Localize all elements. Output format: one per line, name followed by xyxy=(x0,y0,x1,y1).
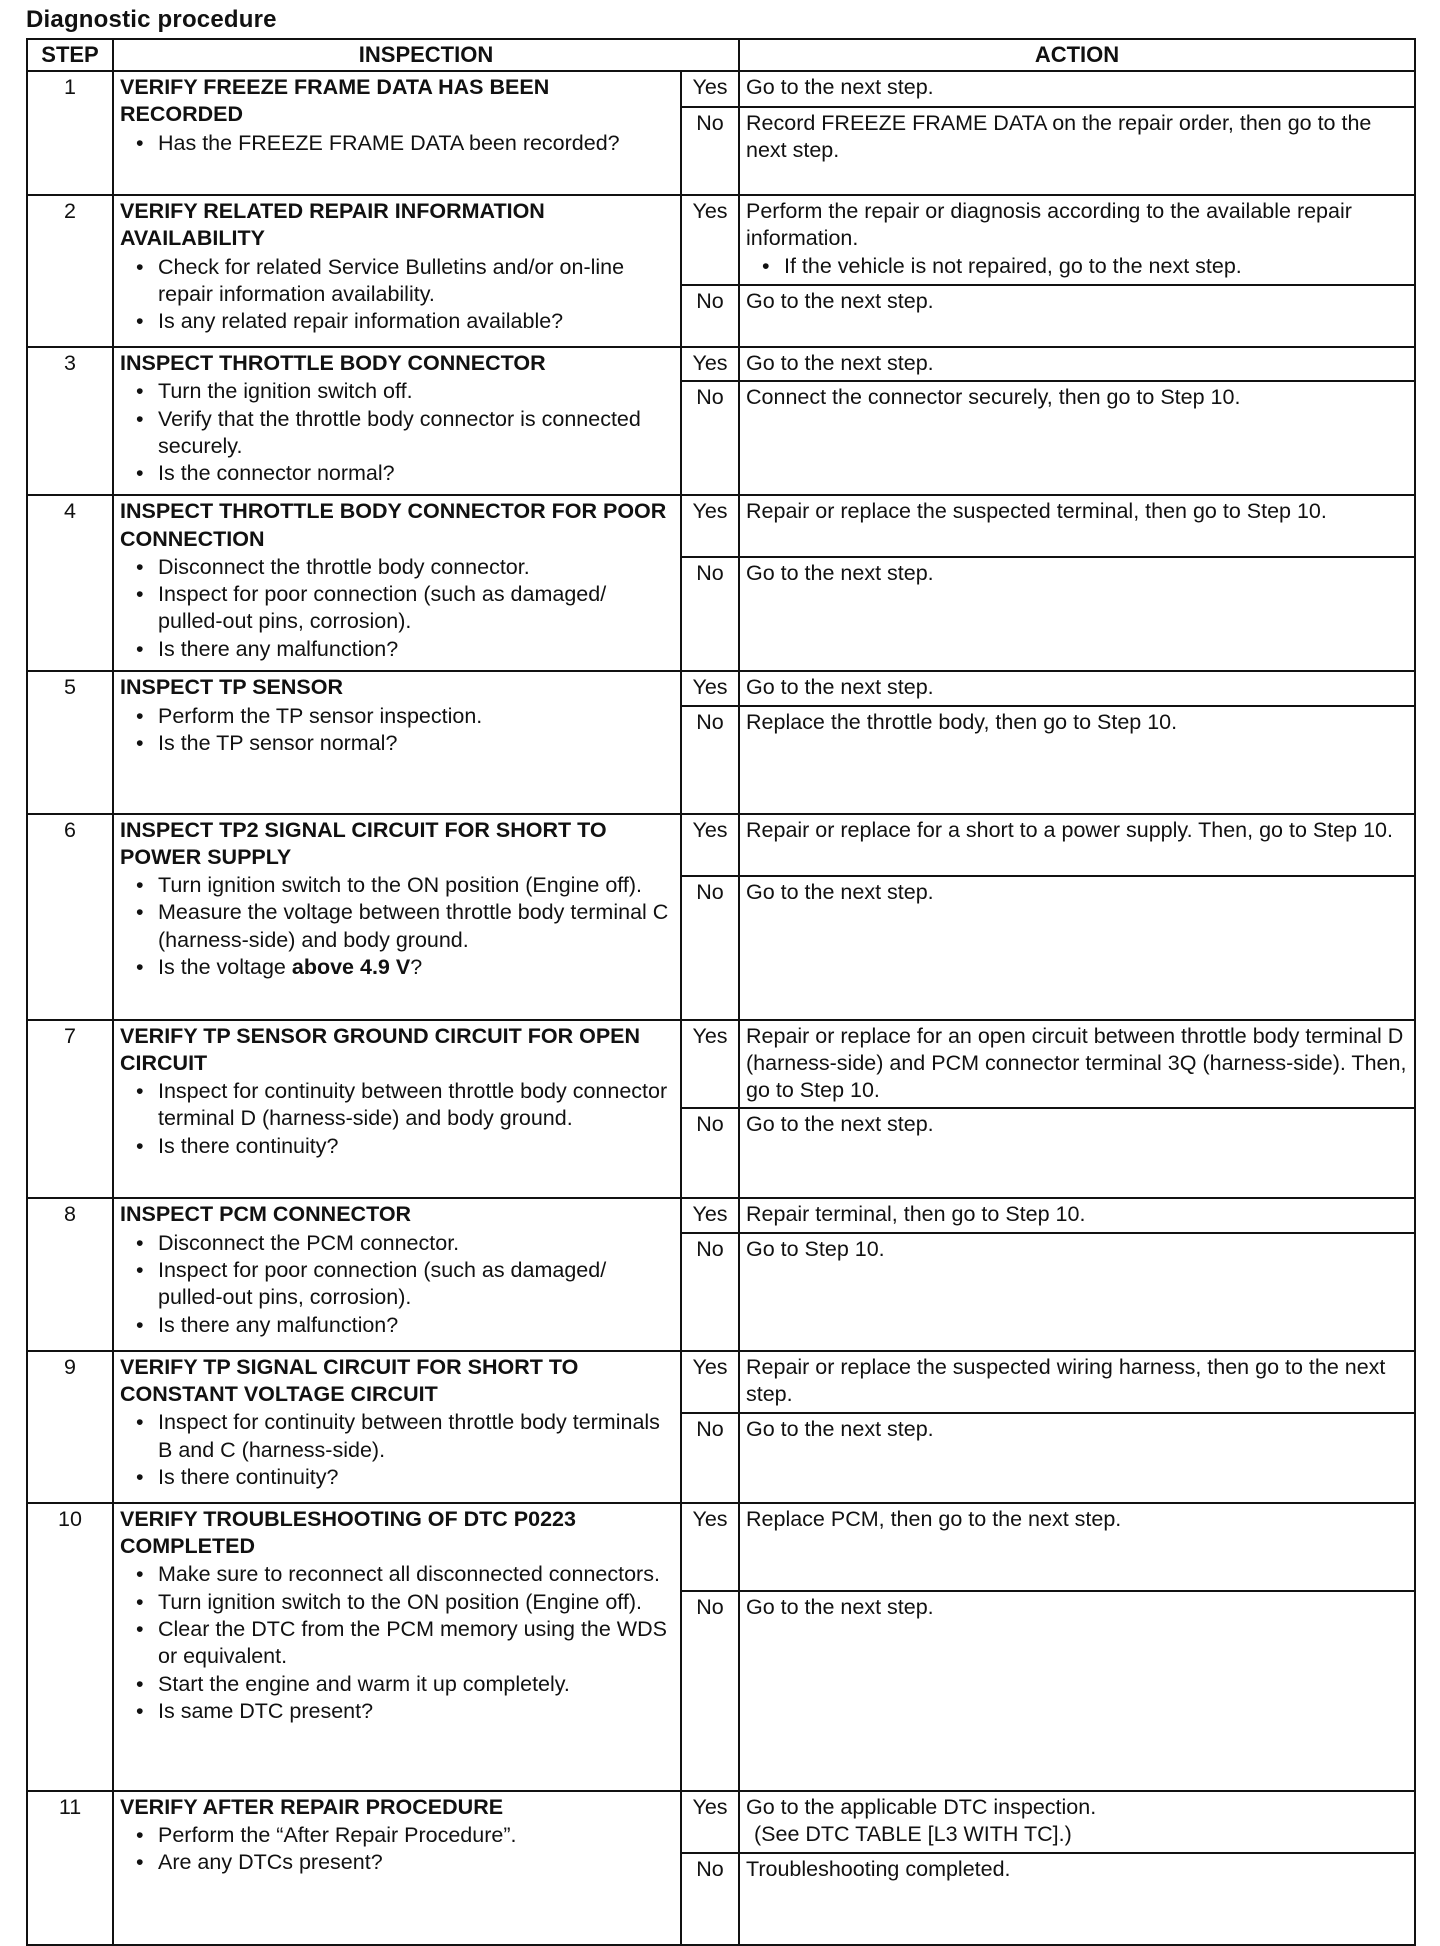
step-number: 6 xyxy=(27,814,113,1020)
inspection-cell xyxy=(113,1351,681,1503)
no-label: No xyxy=(681,706,739,814)
bullet-item: • Perform the “After Repair Procedure”. xyxy=(158,1822,674,1849)
inspection-bullets xyxy=(120,554,674,663)
bullet-item: • Is there any malfunction? xyxy=(158,636,674,663)
bullet-item: • Turn ignition switch to the ON position (Engine off). xyxy=(158,872,674,899)
no-action: Record FREEZE FRAME DATA on the repair order, then go to the next step. xyxy=(739,107,1415,195)
no-label: No xyxy=(681,381,739,495)
bullet-item xyxy=(158,954,674,981)
table-row xyxy=(27,1791,1415,1853)
bullet-item: • Is there continuity? xyxy=(158,1464,674,1491)
bullet-item: • Is same DTC present? xyxy=(158,1698,674,1725)
inspection-bullets xyxy=(120,1078,674,1160)
table-row xyxy=(27,347,1415,381)
yes-label: Yes xyxy=(681,1351,739,1413)
no-action: Go to Step 10. xyxy=(739,1233,1415,1351)
no-action: Troubleshooting completed. xyxy=(739,1853,1415,1945)
no-label: No xyxy=(681,876,739,1020)
no-action: Go to the next step. xyxy=(739,285,1415,347)
table-row xyxy=(27,1198,1415,1232)
inspection-title: VERIFY TROUBLESHOOTING OF DTC P0223 COMPLETED xyxy=(120,1506,576,1559)
yes-action: Repair or replace for a short to a power supply. Then, go to Step 10. xyxy=(739,814,1415,876)
yes-action: Repair or replace the suspected wiring harness, then go to the next step. xyxy=(739,1351,1415,1413)
step-number: 3 xyxy=(27,347,113,495)
inspection-title: VERIFY FREEZE FRAME DATA HAS BEEN RECORDED xyxy=(120,74,550,127)
bullet-item: • Perform the TP sensor inspection. xyxy=(158,703,674,730)
table-body xyxy=(27,71,1415,1945)
table-row xyxy=(27,495,1415,557)
bullet-item: • Measure the voltage between throttle body terminal C (harness-side) and body ground. xyxy=(158,899,674,954)
no-action: Go to the next step. xyxy=(739,1591,1415,1791)
inspection-title: INSPECT TP2 SIGNAL CIRCUIT FOR SHORT TO POWER SUPPLY xyxy=(120,817,607,869)
table-header-row xyxy=(27,39,1415,71)
inspection-cell xyxy=(113,347,681,495)
yes-label: Yes xyxy=(681,347,739,381)
inspection-title: VERIFY TP SIGNAL CIRCUIT FOR SHORT TO CONSTANT VOLTAGE CIRCUIT xyxy=(120,1354,579,1407)
inspection-bullets xyxy=(120,872,674,981)
table-row xyxy=(27,71,1415,107)
no-label: No xyxy=(681,285,739,347)
bullet-item: • Start the engine and warm it up completely. xyxy=(158,1671,674,1698)
inspection-bullets xyxy=(120,254,674,336)
inspection-cell xyxy=(113,1020,681,1199)
inspection-cell xyxy=(113,195,681,347)
bullet-item: • Is the connector normal? xyxy=(158,460,674,487)
yes-action: Replace PCM, then go to the next step. xyxy=(739,1503,1415,1591)
inspection-title: VERIFY TP SENSOR GROUND CIRCUIT FOR OPEN CIRCUIT xyxy=(120,1023,641,1075)
bullet-item: • Are any DTCs present? xyxy=(158,1849,674,1876)
yes-action: Repair terminal, then go to Step 10. xyxy=(739,1198,1415,1232)
bullet-item: • Make sure to reconnect all disconnected connectors. xyxy=(158,1561,674,1588)
bullet-item: • Is the TP sensor normal? xyxy=(158,730,674,757)
yes-action-reference: (See DTC TABLE [L3 WITH TC].) xyxy=(754,1822,1072,1847)
inspection-bullets xyxy=(120,130,674,157)
bullet-item: • Disconnect the PCM connector. xyxy=(158,1230,674,1257)
inspection-title: INSPECT THROTTLE BODY CONNECTOR FOR POOR CONNECTION xyxy=(120,499,667,551)
voltage-threshold: above 4.9 V xyxy=(291,955,411,980)
step-number: 2 xyxy=(27,195,113,347)
yes-label: Yes xyxy=(681,1791,739,1853)
bullet-item: • Inspect for continuity between throttle body terminals B and C (harness-side). xyxy=(158,1409,674,1464)
yes-label: Yes xyxy=(681,71,739,107)
inspection-cell xyxy=(113,671,681,813)
bullet-text: Is the voltage xyxy=(158,955,292,980)
bullet-item: • Turn ignition switch to the ON position (Engine off). xyxy=(158,1589,674,1616)
bullet-item: • Inspect for poor connection (such as damaged/ pulled-out pins, corrosion). xyxy=(158,581,674,636)
inspection-bullets xyxy=(120,378,674,487)
bullet-item: • Has the FREEZE FRAME DATA been recorded? xyxy=(158,130,674,157)
inspection-title: INSPECT PCM CONNECTOR xyxy=(120,1202,412,1227)
no-action: Replace the throttle body, then go to Step 10. xyxy=(739,706,1415,814)
no-action: Go to the next step. xyxy=(739,876,1415,1020)
yes-label: Yes xyxy=(681,814,739,876)
inspection-cell xyxy=(113,1198,681,1350)
step-number: 10 xyxy=(27,1503,113,1791)
bullet-item: • Verify that the throttle body connector is connected securely. xyxy=(158,406,674,461)
bullet-item: • Turn the ignition switch off. xyxy=(158,378,674,405)
header-action: ACTION xyxy=(739,39,1415,71)
inspection-title: VERIFY AFTER REPAIR PROCEDURE xyxy=(120,1794,504,1819)
yes-label: Yes xyxy=(681,495,739,557)
no-label: No xyxy=(681,1108,739,1198)
no-label: No xyxy=(681,1413,739,1503)
inspection-cell xyxy=(113,1791,681,1945)
header-inspection: INSPECTION xyxy=(113,39,739,71)
step-number: 4 xyxy=(27,495,113,671)
yes-action: Perform the repair or diagnosis according to the available repair information. xyxy=(746,198,1352,251)
yes-label: Yes xyxy=(681,1503,739,1591)
yes-action-cell xyxy=(739,1791,1415,1853)
inspection-cell xyxy=(113,71,681,195)
yes-label: Yes xyxy=(681,1020,739,1109)
yes-label: Yes xyxy=(681,671,739,705)
step-number: 5 xyxy=(27,671,113,813)
table-row xyxy=(27,671,1415,705)
inspection-title: INSPECT TP SENSOR xyxy=(120,675,344,700)
inspection-cell xyxy=(113,1503,681,1791)
bullet-item: • Clear the DTC from the PCM memory using the WDS or equivalent. xyxy=(158,1616,674,1671)
no-label: No xyxy=(681,557,739,671)
step-number: 8 xyxy=(27,1198,113,1350)
bullet-item: • Disconnect the throttle body connector. xyxy=(158,554,674,581)
no-action: Go to the next step. xyxy=(739,1413,1415,1503)
step-number: 1 xyxy=(27,71,113,195)
yes-action: Go to the next step. xyxy=(739,71,1415,107)
no-action: Go to the next step. xyxy=(739,1108,1415,1198)
header-step: STEP xyxy=(27,39,113,71)
yes-action: Repair or replace the suspected terminal, then go to Step 10. xyxy=(739,495,1415,557)
table-row xyxy=(27,814,1415,876)
step-number: 7 xyxy=(27,1020,113,1199)
diagnostic-procedure-table xyxy=(26,38,1416,1946)
step-number: 9 xyxy=(27,1351,113,1503)
bullet-item: • Inspect for continuity between throttle body connector terminal D (harness-side) and body ground. xyxy=(158,1078,674,1133)
table-row xyxy=(27,1020,1415,1109)
inspection-title: VERIFY RELATED REPAIR INFORMATION AVAILABILITY xyxy=(120,198,545,251)
yes-label: Yes xyxy=(681,195,739,285)
no-action: Go to the next step. xyxy=(739,557,1415,671)
inspection-bullets xyxy=(120,1230,674,1339)
yes-action-cell xyxy=(739,195,1415,285)
inspection-bullets xyxy=(120,1822,674,1877)
page-title: Diagnostic procedure xyxy=(26,6,277,33)
inspection-bullets xyxy=(120,1409,674,1491)
yes-action: Repair or replace for an open circuit between throttle body terminal D (harness-side) and PCM connector terminal 3Q (harness-side). Then, go to Step 10. xyxy=(739,1020,1415,1109)
no-label: No xyxy=(681,1591,739,1791)
bullet-item: • Is there continuity? xyxy=(158,1133,674,1160)
no-label: No xyxy=(681,1233,739,1351)
bullet-item: • Check for related Service Bulletins and/or on-line repair information availability. xyxy=(158,254,674,309)
yes-action: Go to the next step. xyxy=(739,671,1415,705)
bullet-item: • Is there any malfunction? xyxy=(158,1312,674,1339)
inspection-title: INSPECT THROTTLE BODY CONNECTOR xyxy=(120,350,546,375)
step-number: 11 xyxy=(27,1791,113,1945)
inspection-bullets xyxy=(120,1561,674,1725)
yes-label: Yes xyxy=(681,1198,739,1232)
table-row xyxy=(27,1503,1415,1591)
inspection-cell xyxy=(113,495,681,671)
bullet-text: ? xyxy=(410,955,423,980)
yes-action: Go to the next step. xyxy=(739,347,1415,381)
yes-action-subbullet: • If the vehicle is not repaired, go to the next step. xyxy=(746,253,1408,280)
no-action: Connect the connector securely, then go to Step 10. xyxy=(739,381,1415,495)
no-label: No xyxy=(681,107,739,195)
no-label: No xyxy=(681,1853,739,1945)
bullet-item: • Is any related repair information available? xyxy=(158,308,674,335)
bullet-item: • Inspect for poor connection (such as damaged/ pulled-out pins, corrosion). xyxy=(158,1257,674,1312)
inspection-bullets xyxy=(120,703,674,758)
table-row xyxy=(27,1351,1415,1413)
yes-action: Go to the applicable DTC inspection. xyxy=(746,1794,1097,1819)
inspection-cell xyxy=(113,814,681,1020)
table-row xyxy=(27,195,1415,285)
